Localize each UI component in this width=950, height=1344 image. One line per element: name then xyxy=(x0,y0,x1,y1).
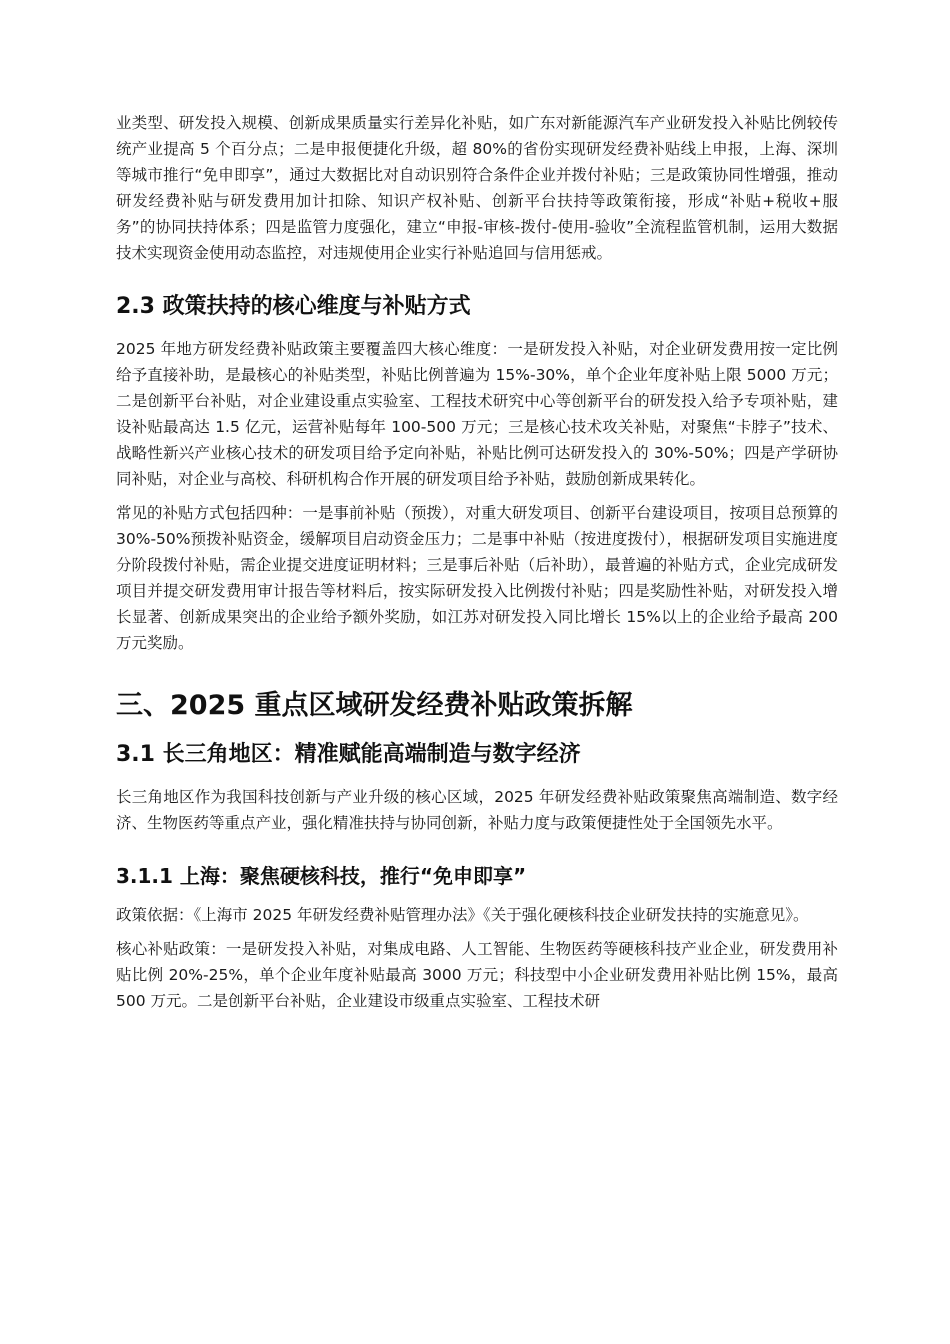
section-3-1-1-heading: 3.1.1 上海：聚焦硬核科技，推行“免申即享” xyxy=(116,864,527,888)
policy-basis-paragraph: 政策依据：《上海市 2025 年研发经费补贴管理办法》《关于强化硬核科技企业研发扶持的实施意见》。 xyxy=(116,906,809,924)
section-2-3-heading: 2.3 政策扶持的核心维度与补贴方式 xyxy=(116,294,471,319)
chapter-3-heading: 三、2025 重点区域研发经费补贴政策拆解 xyxy=(116,690,633,721)
section-2-3-paragraph-2: 常见的补贴方式包括四种：一是事前补贴（预拨），对重大研发项目、创新平台建设项目，按项目总预算的 30%-50%预拨补贴资金，缓解项目启动资金压力；二是事中补贴（按进度拨付），根据研发项目实施进度分阶段拨付补贴，需企业提交进度证明材料；三是事后补贴（后补助），最普遍的补贴方式，企业完成研发项目并提交研发费用审计报告等材料后，按实际研发投入比例拨付补贴；四是奖励性补贴，对研发投入增长显著、创新成果突出的企业给予额外奖励，如江苏对研发投入同比增长 15%以上的企业给予最高 200 万元奖励。 xyxy=(116,504,838,652)
document-page xyxy=(116,110,838,1014)
core-policy-paragraph: 核心补贴政策：一是研发投入补贴，对集成电路、人工智能、生物医药等硬核科技产业企业，研发费用补贴比例 20%-25%，单个企业年度补贴最高 3000 万元；科技型中小企业研发费用补贴比例 15%，最高 500 万元。二是创新平台补贴，企业建设市级重点实验室、工程技术研 xyxy=(116,940,838,1010)
intro-paragraph: 业类型、研发投入规模、创新成果质量实行差异化补贴，如广东对新能源汽车产业研发投入补贴比例较传统产业提高 5 个百分点；二是申报便捷化升级，超 80%的省份实现研发经费补贴线上申报，上海、深圳等城市推行“免申即享”，通过大数据比对自动识别符合条件企业并拨付补贴；三是政策协同性增强，推动研发经费补贴与研发费用加计扣除、知识产权补贴、创新平台扶持等政策衔接，形成“补贴+税收+服务”的协同扶持体系；四是监管力度强化，建立“申报-审核-拨付-使用-验收”全流程监管机制，运用大数据技术实现资金使用动态监控，对违规使用企业实行补贴追回与信用惩戒。 xyxy=(116,114,838,262)
section-3-1-paragraph: 长三角地区作为我国科技创新与产业升级的核心区域，2025 年研发经费补贴政策聚焦高端制造、数字经济、生物医药等重点产业，强化精准扶持与协同创新，补贴力度与政策便捷性处于全国领先水平。 xyxy=(116,788,838,832)
section-2-3-paragraph-1: 2025 年地方研发经费补贴政策主要覆盖四大核心维度：一是研发投入补贴，对企业研发费用按一定比例给予直接补助，是最核心的补贴类型，补贴比例普遍为 15%-30%，单个企业年度补贴上限 5000 万元；二是创新平台补贴，对企业建设重点实验室、工程技术研究中心等创新平台的研发投入给予专项补贴，建设补贴最高达 1.5 亿元，运营补贴每年 100-500 万元；三是核心技术攻关补贴，对聚焦“卡脖子”技术、战略性新兴产业核心技术的研发项目给予定向补贴，补贴比例可达研发投入的 30%-50%；四是产学研协同补贴，对企业与高校、科研机构合作开展的研发项目给予补贴，鼓励创新成果转化。 xyxy=(116,340,838,488)
section-3-1-heading: 3.1 长三角地区：精准赋能高端制造与数字经济 xyxy=(116,742,581,767)
